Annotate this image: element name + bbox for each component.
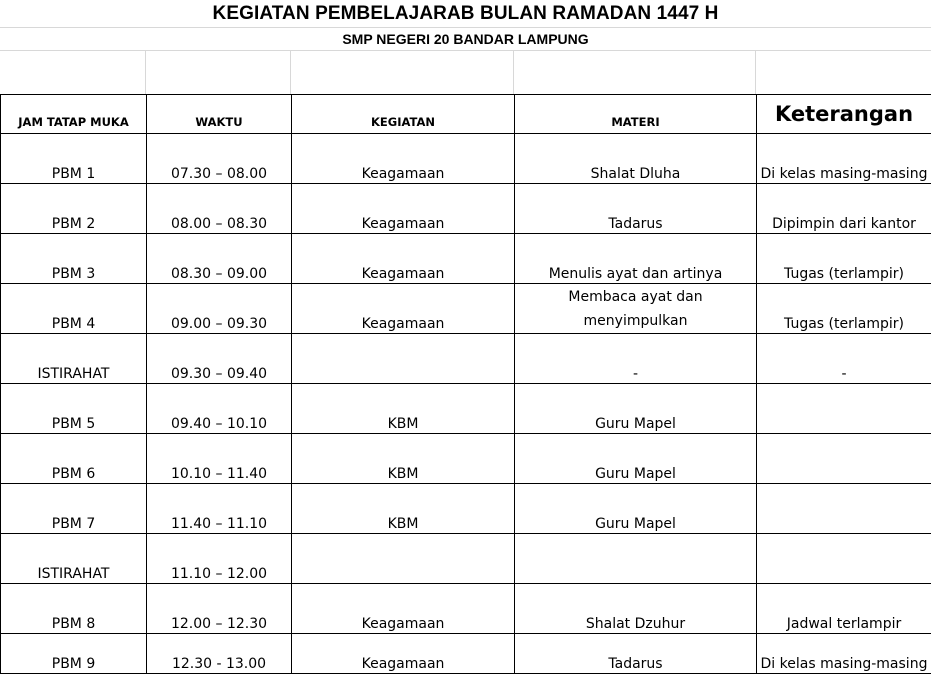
cell-materi: - <box>515 334 757 384</box>
cell-keterangan: Di kelas masing-masing <box>757 634 931 674</box>
header-keterangan: Keterangan <box>757 95 931 134</box>
cell-kegiatan: Keagamaan <box>292 184 515 234</box>
header-row <box>1 95 931 134</box>
cell-jam: PBM 5 <box>1 384 147 434</box>
table-row <box>1 134 931 184</box>
sheet-title: KEGIATAN PEMBELAJARAB BULAN RAMADAN 1447 H <box>0 0 931 28</box>
cell-kegiatan: Keagamaan <box>292 234 515 284</box>
cell-materi <box>515 534 757 584</box>
cell-kegiatan: KBM <box>292 384 515 434</box>
table-row <box>1 434 931 484</box>
header-kegiatan: KEGIATAN <box>292 95 515 134</box>
cell-waktu: 10.10 – 11.40 <box>147 434 292 484</box>
cell-keterangan: Tugas (terlampir) <box>757 234 931 284</box>
cell-keterangan: Tugas (terlampir) <box>757 284 931 334</box>
table-row <box>1 534 931 584</box>
cell-waktu: 08.00 – 08.30 <box>147 184 292 234</box>
header-waktu: WAKTU <box>147 95 292 134</box>
cell-waktu: 09.40 – 10.10 <box>147 384 292 434</box>
table-row <box>1 284 931 334</box>
cell-jam: PBM 3 <box>1 234 147 284</box>
cell-waktu: 12.00 – 12.30 <box>147 584 292 634</box>
blank-cell <box>146 51 291 94</box>
cell-kegiatan: Keagamaan <box>292 584 515 634</box>
header-jam-tatap-muka: JAM TATAP MUKA <box>1 95 147 134</box>
cell-jam: PBM 6 <box>1 434 147 484</box>
cell-jam: PBM 9 <box>1 634 147 674</box>
cell-jam: ISTIRAHAT <box>1 334 147 384</box>
cell-kegiatan: Keagamaan <box>292 134 515 184</box>
blank-cell <box>0 51 146 94</box>
cell-waktu: 07.30 – 08.00 <box>147 134 292 184</box>
cell-keterangan <box>757 534 931 584</box>
cell-materi: Guru Mapel <box>515 484 757 534</box>
cell-jam: PBM 8 <box>1 584 147 634</box>
cell-keterangan <box>757 434 931 484</box>
school-name: SMP NEGERI 20 BANDAR LAMPUNG <box>0 28 931 51</box>
cell-kegiatan <box>292 534 515 584</box>
cell-kegiatan: Keagamaan <box>292 284 515 334</box>
cell-waktu: 12.30 - 13.00 <box>147 634 292 674</box>
table-row <box>1 184 931 234</box>
cell-waktu: 08.30 – 09.00 <box>147 234 292 284</box>
cell-materi: Guru Mapel <box>515 384 757 434</box>
cell-jam: PBM 4 <box>1 284 147 334</box>
cell-kegiatan: KBM <box>292 434 515 484</box>
cell-keterangan <box>757 484 931 534</box>
cell-materi: Shalat Dzuhur <box>515 584 757 634</box>
cell-materi: Tadarus <box>515 184 757 234</box>
cell-kegiatan: KBM <box>292 484 515 534</box>
cell-materi: Menulis ayat dan artinya <box>515 234 757 284</box>
cell-kegiatan <box>292 334 515 384</box>
schedule-table <box>0 94 931 674</box>
cell-keterangan: Dipimpin dari kantor <box>757 184 931 234</box>
cell-materi: Shalat Dluha <box>515 134 757 184</box>
cell-keterangan: Di kelas masing-masing <box>757 134 931 184</box>
table-row <box>1 484 931 534</box>
cell-jam: PBM 2 <box>1 184 147 234</box>
cell-keterangan <box>757 384 931 434</box>
table-row <box>1 334 931 384</box>
cell-jam: ISTIRAHAT <box>1 534 147 584</box>
cell-jam: PBM 7 <box>1 484 147 534</box>
cell-waktu: 11.10 – 12.00 <box>147 534 292 584</box>
header-materi: MATERI <box>515 95 757 134</box>
table-row <box>1 384 931 434</box>
blank-spacer-row <box>0 51 931 94</box>
table-row <box>1 584 931 634</box>
table-row <box>1 234 931 284</box>
cell-jam: PBM 1 <box>1 134 147 184</box>
cell-kegiatan: Keagamaan <box>292 634 515 674</box>
table-row <box>1 634 931 674</box>
cell-keterangan: Jadwal terlampir <box>757 584 931 634</box>
cell-waktu: 09.30 – 09.40 <box>147 334 292 384</box>
cell-waktu: 09.00 – 09.30 <box>147 284 292 334</box>
cell-keterangan: - <box>757 334 931 384</box>
cell-materi: Tadarus <box>515 634 757 674</box>
cell-materi: Membaca ayat dan menyimpulkan <box>515 284 757 334</box>
blank-cell <box>291 51 514 94</box>
blank-cell <box>514 51 756 94</box>
cell-materi: Guru Mapel <box>515 434 757 484</box>
cell-waktu: 11.40 – 11.10 <box>147 484 292 534</box>
